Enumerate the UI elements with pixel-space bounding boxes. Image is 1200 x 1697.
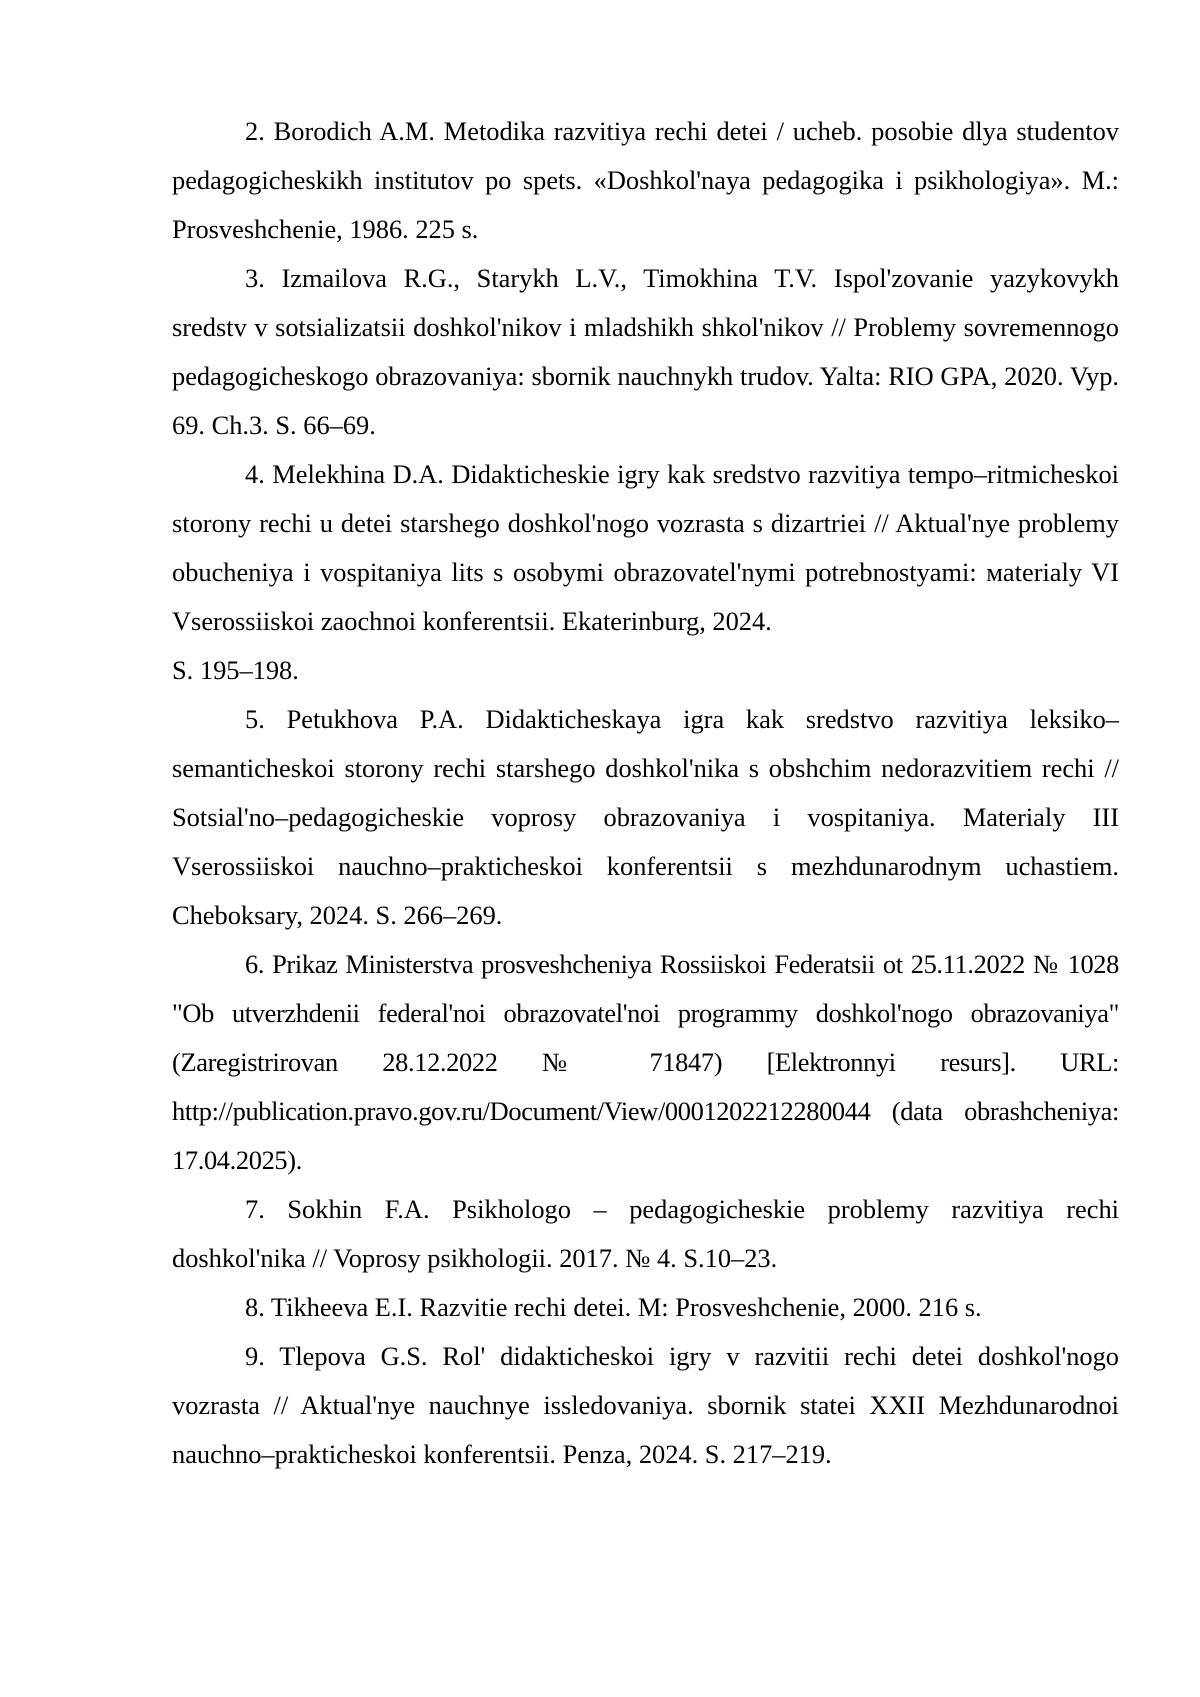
reference-number: 2. (245, 116, 265, 146)
reference-text: Tlepova G.S. Rol' didakticheskoi igry v razvitii rechi detei doshkol'nogo vozrasta // Aktual'nye nauchnye issledovaniya. sbornik statei XXII Mezhdunarodnoi nauchno–prakticheskoi konferentsii. Penza, 2024. S. 217–219. (172, 1341, 1119, 1469)
reference-item (172, 107, 1119, 254)
reference-text: Sokhin F.A. Psikhologo – pedagogicheskie problemy razvitiya rechi doshkol'nika // Voprosy psikhologii. 2017. № 4. S.10–23. (172, 1194, 1119, 1273)
reference-number: 8. (245, 1292, 265, 1322)
reference-number: 4. (245, 459, 265, 489)
reference-text: Prikaz Ministerstva prosveshcheniya Rossiiskoi Federatsii ot 25.11.2022 № 1028 "Ob utverzhdenii federal'noi obrazovatel'noi programmy doshkol'nogo obrazovaniya"(Zaregistrirovan 28.12.2022 № 71847) [Elektronnyi resurs]. URL: http://publication.pravo.gov.ru/Document/View/0001202212280044 (data obrashcheniya: 17.04.2025). (172, 949, 1119, 1175)
reference-text: Melekhina D.A. Didakticheskie igry kak sredstvo razvitiya tempo–ritmicheskoi storony rechi u detei starshego doshkol'nogo vozrasta s dizartriei // Aktual'nye problemy obucheniya i vospitaniya lits s osobymi obrazovatel'nymi potrebnostyami: мaterialy VI Vserossiiskoi zaochnoi konferentsii. Ekaterinburg, 2024. (172, 459, 1119, 636)
reference-number: 6. (245, 949, 265, 979)
reference-item (172, 450, 1119, 646)
reference-item (172, 1283, 1119, 1332)
reference-number: 3. (245, 263, 265, 293)
reference-text: Tikheeva E.I. Razvitie rechi detei. M: Prosveshchenie, 2000. 216 s. (270, 1292, 982, 1322)
reference-number: 7. (245, 1194, 265, 1224)
reference-item (172, 940, 1119, 1185)
reference-text: Borodich A.M. Metodika razvitiya rechi detei / ucheb. posobie dlya studentov pedagogicheskikh institutov po spets. «Doshkol'naya pedagogika i psikhologiya». M.: Prosveshchenie, 1986. 225 s. (172, 116, 1120, 244)
reference-number: 5. (245, 704, 265, 734)
reference-item (172, 695, 1119, 940)
reference-item (172, 1332, 1119, 1479)
reference-item (172, 1185, 1119, 1283)
reference-list (172, 107, 1119, 1479)
reference-number: 9. (245, 1341, 265, 1371)
reference-text: Izmailova R.G., Starykh L.V., Timokhina T.V. Ispol'zovanie yazykovykh sredstv v sotsializatsii doshkol'nikov i mladshikh shkol'nikov // Problemy sovremennogo pedagogicheskogo obrazovaniya: sbornik nauchnykh trudov. Yalta: RIO GPA, 2020. Vyp. 69. Ch.3. S. 66–69. (172, 263, 1119, 440)
reference-pages-line: S. 195–198. (172, 655, 299, 685)
reference-text: Petukhova P.A. Didakticheskaya igra kak sredstvo razvitiya leksiko–semanticheskoi storony rechi starshego doshkol'nika s obshchim nedorazvitiem rechi // Sotsial'no–pedagogicheskie voprosy obrazovaniya i vospitaniya. Materialy III Vserossiiskoi nauchno–prakticheskoi konferentsii s mezhdunarodnym uchastiem. Cheboksary, 2024. S. 266–269. (172, 704, 1119, 930)
reference-item (172, 254, 1119, 450)
